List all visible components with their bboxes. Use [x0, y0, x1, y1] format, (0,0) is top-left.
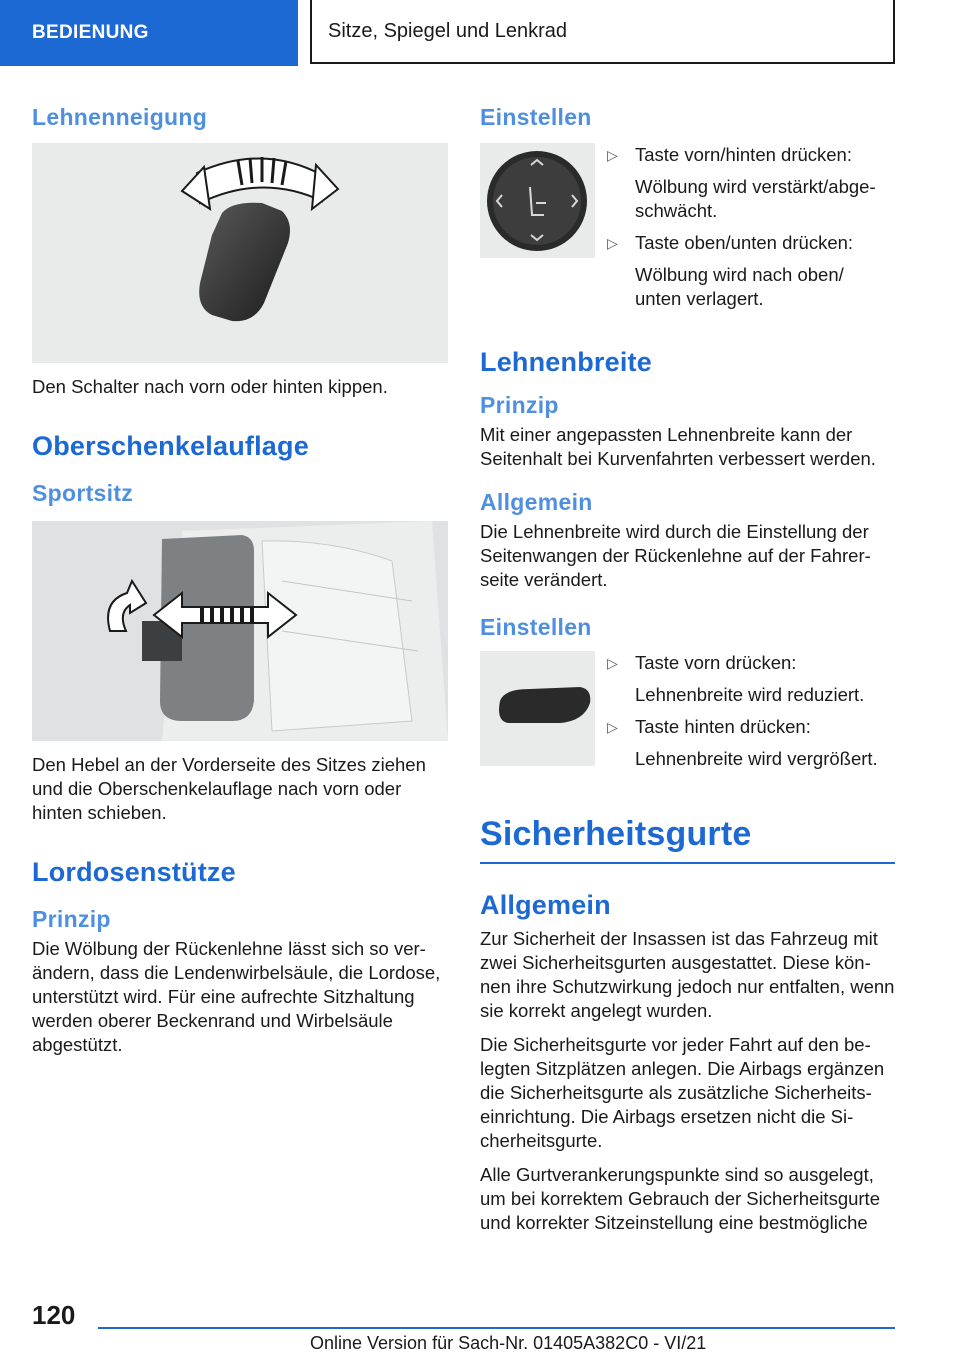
image-backrest-switch	[32, 143, 448, 363]
einstellen-1-block	[480, 143, 895, 311]
heading-einstellen-1: Einstellen	[480, 104, 592, 130]
heading-einstellen-2: Einstellen	[480, 614, 592, 640]
list-item-label: Taste vorn drücken:	[635, 652, 797, 673]
width-button-illustration	[480, 651, 595, 766]
footer-version-text: Online Version für Sach-Nr. 01405A382C0 - VI/21	[310, 1333, 707, 1353]
einstellen-2-list	[595, 651, 895, 771]
list-item-result: Lehnenbreite wird vergrößert.	[635, 748, 878, 769]
heading-prinzip-left: Prinzip	[32, 906, 111, 932]
heading-lehnenneigung: Lehnenneigung	[32, 104, 208, 130]
left-column	[32, 100, 448, 1057]
heading-lehnenbreite: Lehnenbreite	[480, 347, 652, 377]
paragraph-gurte-2: Die Sicherheitsgurte vor jeder Fahrt auf den belegten Sitzplätzen anlegen. Die Airbags ergänzen die Sicherheitsgurte als zusätzliche Sicherheitseinrichtung. Die Airbags ersetzen nicht die Sicherheitsgurte.	[480, 1034, 885, 1151]
section-sicherheitsgurte	[480, 815, 895, 864]
image-thigh-support	[32, 521, 448, 741]
list-item-result: Wölbung wird nach oben/ unten verlagert.	[635, 264, 844, 309]
paragraph-lehnenbreite-allgemein: Die Lehnenbreite wird durch die Einstellung der Seitenwangen der Rückenlehne auf der Fahrerseite verändert.	[480, 521, 871, 590]
list-item-label: Taste oben/unten drücken:	[635, 232, 854, 253]
footer-divider	[98, 1327, 895, 1329]
caption-lehnenneigung: Den Schalter nach vorn oder hinten kippen.	[32, 376, 388, 397]
einstellen-2-block	[480, 651, 895, 771]
list-item-label: Taste vorn/hinten drücken:	[635, 144, 852, 165]
chapter-title: Sitze, Spiegel und Lenkrad	[310, 0, 895, 64]
paragraph-lehnenbreite-prinzip: Mit einer angepassten Lehnenbreite kann der Seitenhalt bei Kurvenfahrten verbessert werden.	[480, 424, 876, 469]
right-column	[480, 100, 895, 1235]
image-lordosis-button	[480, 143, 595, 258]
backrest-switch-illustration	[32, 143, 448, 363]
list-item	[607, 231, 895, 255]
heading-allgemein-lehnenbreite: Allgemein	[480, 489, 593, 515]
list-item-result: Wölbung wird verstärkt/abgeschwächt.	[635, 176, 876, 221]
bullet-icon: ▷	[607, 235, 618, 251]
heading-sportsitz: Sportsitz	[32, 480, 134, 506]
page-number: 120	[32, 1300, 76, 1330]
paragraph-gurte-1: Zur Sicherheit der Insassen ist das Fahrzeug mit zwei Sicherheitsgurten ausgestattet. Diese können ihre Schutzwirkung jedoch nur entfalten, wenn sie korrekt angelegt wurden.	[480, 928, 895, 1021]
list-item	[607, 715, 895, 739]
caption-sportsitz: Den Hebel an der Vorderseite des Sitzes ziehen und die Oberschenkelauflage nach vorn oder hinten schieben.	[32, 754, 426, 823]
list-item-result: Lehnenbreite wird reduziert.	[635, 684, 865, 705]
heading-sicherheitsgurte: Sicherheitsgurte	[480, 815, 752, 853]
heading-lordosenstuetze: Lordosenstütze	[32, 857, 236, 887]
bullet-icon: ▷	[607, 719, 618, 735]
lordosis-button-illustration	[480, 143, 595, 258]
bullet-icon: ▷	[607, 655, 618, 671]
einstellen-1-list	[595, 143, 895, 311]
image-width-button	[480, 651, 595, 766]
paragraph-lordose-prinzip: Die Wölbung der Rückenlehne lässt sich so verändern, dass die Lendenwirbelsäule, die Lordose, unterstützt wird. Für eine aufrechte Sitzhaltung werden oberer Beckenrand und Wirbelsäule abgestützt.	[32, 938, 441, 1055]
thigh-support-illustration	[32, 521, 448, 741]
heading-oberschenkelauflage: Oberschenkelauflage	[32, 431, 309, 461]
bullet-icon: ▷	[607, 147, 618, 163]
heading-allgemein-gurte: Allgemein	[480, 890, 611, 920]
heading-prinzip-right: Prinzip	[480, 392, 559, 418]
paragraph-gurte-3: Alle Gurtverankerungspunkte sind so ausgelegt, um bei korrektem Gebrauch der Sicherheitsgurte und korrekter Sitzeinstellung eine bestmögliche	[480, 1164, 880, 1233]
list-item	[607, 143, 895, 167]
page-header	[0, 0, 960, 66]
list-item	[607, 651, 895, 675]
section-tab: BEDIENUNG	[0, 0, 298, 66]
list-item-label: Taste hinten drücken:	[635, 716, 811, 737]
